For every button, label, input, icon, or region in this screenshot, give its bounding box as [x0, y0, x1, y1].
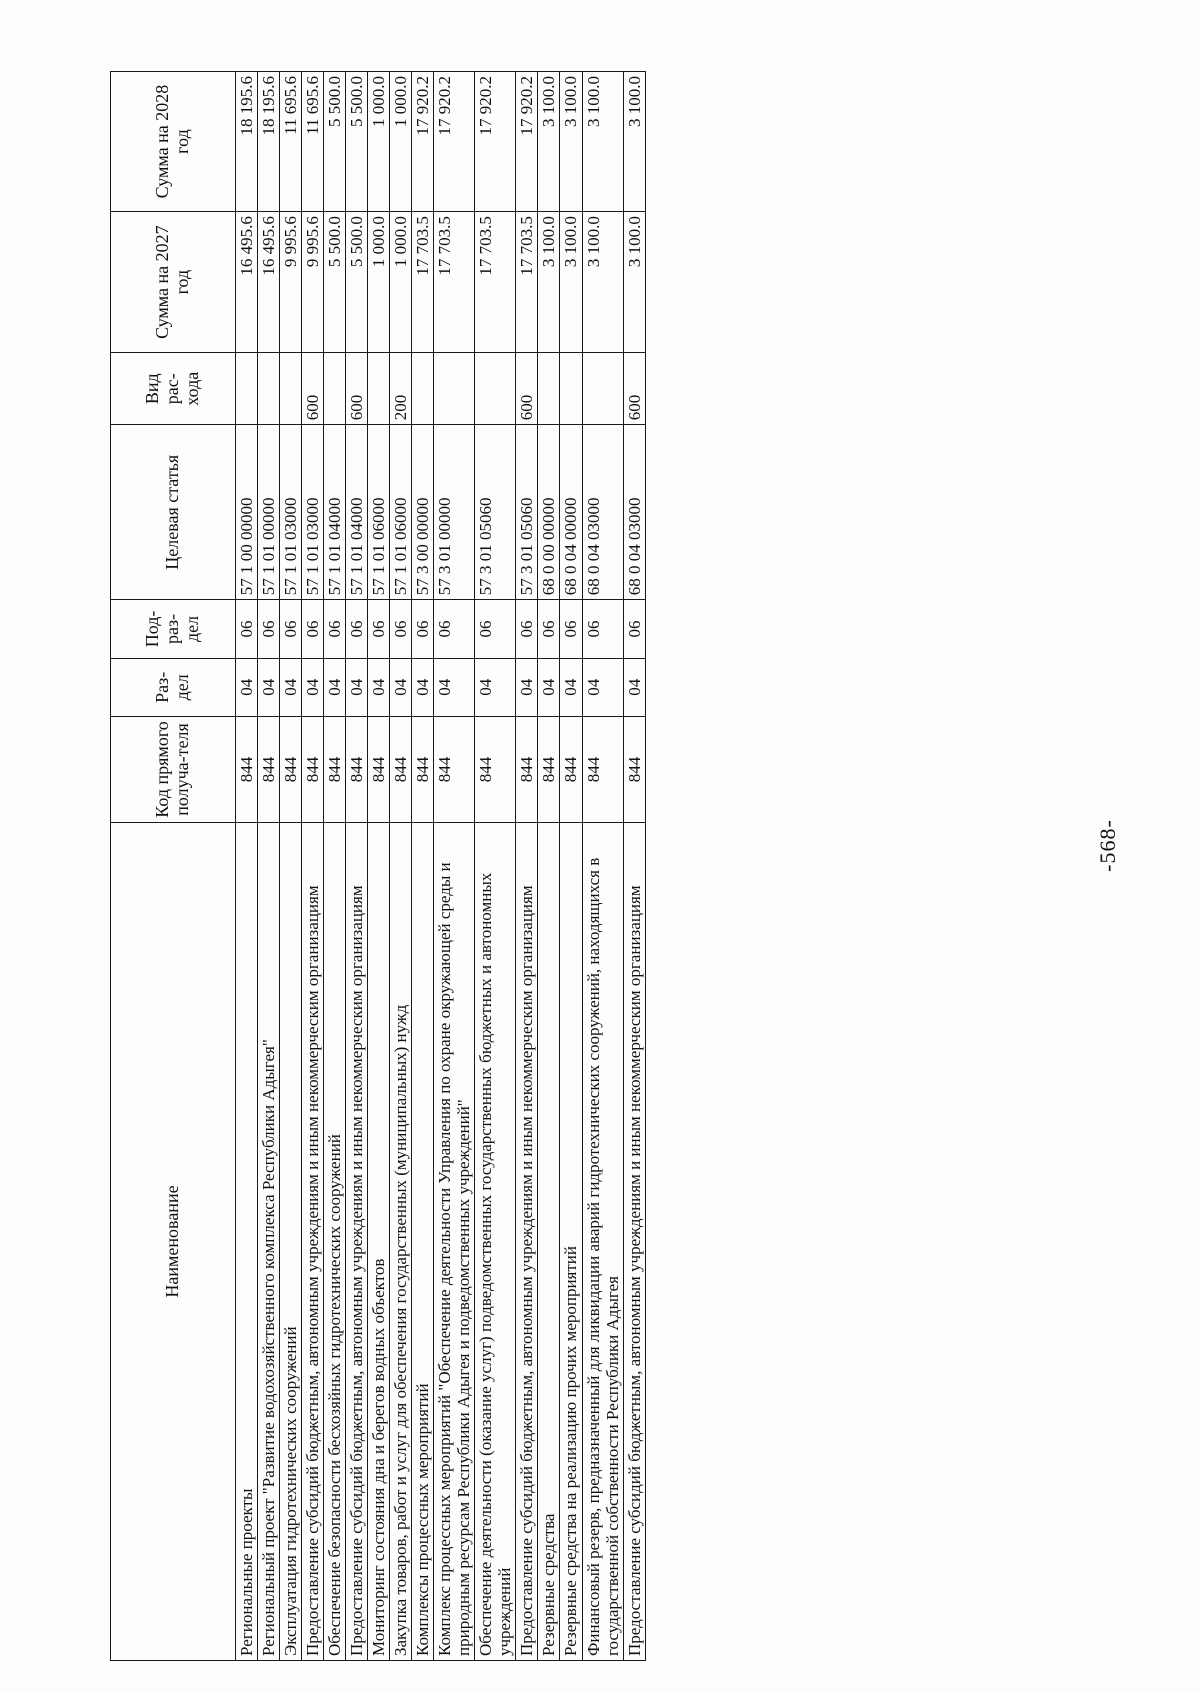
cell-sum2028: 17 920.2: [516, 72, 538, 212]
cell-sum2028: 3 100.0: [560, 72, 582, 212]
cell-celevaya: 57 1 00 00000: [236, 425, 258, 600]
cell-code: 844: [390, 716, 412, 822]
cell-sum2027: 3 100.0: [623, 212, 645, 353]
cell-sum2027: 3 100.0: [538, 212, 560, 353]
cell-sum2027: 1 000.0: [390, 212, 412, 353]
cell-celevaya: 68 0 00 00000: [538, 425, 560, 600]
cell-razdel: 04: [280, 658, 302, 716]
cell-sum2028: 18 195.6: [236, 72, 258, 212]
cell-podrazdel: 06: [302, 600, 324, 658]
cell-razdel: 04: [582, 658, 623, 716]
table-body: [236, 72, 646, 1661]
cell-celevaya: 57 3 01 05060: [475, 425, 516, 600]
cell-vid: [475, 353, 516, 425]
cell-razdel: 04: [560, 658, 582, 716]
cell-name: Предоставление субсидий бюджетным, автономным учреждениям и иным некоммерческим организациям: [302, 823, 324, 1661]
cell-name: Предоставление субсидий бюджетным, автономным учреждениям и иным некоммерческим организациям: [516, 823, 538, 1661]
cell-sum2027: 5 500.0: [346, 212, 368, 353]
cell-podrazdel: 06: [346, 600, 368, 658]
cell-code: 844: [280, 716, 302, 822]
cell-razdel: 04: [623, 658, 645, 716]
cell-name: Закупка товаров, работ и услуг для обеспечения государственных (муниципальных) нужд: [390, 823, 412, 1661]
cell-sum2027: 17 703.5: [516, 212, 538, 353]
cell-sum2028: 5 500.0: [324, 72, 346, 212]
table-row: [538, 72, 560, 1661]
cell-sum2028: 17 920.2: [434, 72, 475, 212]
table-row: [582, 72, 623, 1661]
cell-razdel: 04: [346, 658, 368, 716]
table-row: [236, 72, 258, 1661]
cell-razdel: 04: [368, 658, 390, 716]
table-row: [368, 72, 390, 1661]
cell-vid: [582, 353, 623, 425]
cell-celevaya: 57 1 01 06000: [368, 425, 390, 600]
cell-razdel: 04: [475, 658, 516, 716]
cell-code: 844: [346, 716, 368, 822]
cell-sum2028: 11 695.6: [280, 72, 302, 212]
table-row: [390, 72, 412, 1661]
cell-podrazdel: 06: [412, 600, 434, 658]
cell-podrazdel: 06: [582, 600, 623, 658]
cell-sum2027: 9 995.6: [280, 212, 302, 353]
table-row: [258, 72, 280, 1661]
table-row: [324, 72, 346, 1661]
cell-vid: [538, 353, 560, 425]
cell-code: 844: [412, 716, 434, 822]
cell-code: 844: [538, 716, 560, 822]
cell-vid: 600: [346, 353, 368, 425]
cell-celevaya: 57 1 01 04000: [324, 425, 346, 600]
cell-sum2027: 1 000.0: [368, 212, 390, 353]
cell-name: Предоставление субсидий бюджетным, автономным учреждениям и иным некоммерческим организациям: [346, 823, 368, 1661]
cell-razdel: 04: [434, 658, 475, 716]
cell-code: 844: [434, 716, 475, 822]
cell-sum2027: 3 100.0: [560, 212, 582, 353]
cell-celevaya: 57 3 01 00000: [434, 425, 475, 600]
table-row: [280, 72, 302, 1661]
cell-sum2028: 3 100.0: [623, 72, 645, 212]
header-name: Наименование: [111, 823, 236, 1661]
cell-sum2028: 3 100.0: [538, 72, 560, 212]
table-header-row: [111, 72, 236, 1661]
cell-podrazdel: 06: [434, 600, 475, 658]
header-vid: Вид рас-хода: [111, 353, 236, 425]
cell-razdel: 04: [538, 658, 560, 716]
cell-sum2028: 1 000.0: [390, 72, 412, 212]
table-row: [623, 72, 645, 1661]
cell-podrazdel: 06: [236, 600, 258, 658]
cell-code: 844: [324, 716, 346, 822]
cell-celevaya: 57 1 01 04000: [346, 425, 368, 600]
cell-celevaya: 57 3 00 00000: [412, 425, 434, 600]
cell-sum2027: 16 495.6: [236, 212, 258, 353]
cell-name: Обеспечение деятельности (оказание услуг) подведомственных государственных бюджетных и автономных учреждений: [475, 823, 516, 1661]
cell-name: Региональный проект "Развитие водохозяйственного комплекса Республики Адыгея": [258, 823, 280, 1661]
cell-name: Обеспечение безопасности бесхозяйных гидротехнических сооружений: [324, 823, 346, 1661]
table-row: [412, 72, 434, 1661]
cell-code: 844: [560, 716, 582, 822]
budget-table: [110, 71, 646, 1661]
header-celevaya: Целевая статья: [111, 425, 236, 600]
cell-podrazdel: 06: [280, 600, 302, 658]
cell-razdel: 04: [516, 658, 538, 716]
header-sum2027: Сумма на 2027 год: [111, 212, 236, 353]
budget-table-container: [110, 71, 1069, 1661]
table-row: [475, 72, 516, 1661]
cell-razdel: 04: [258, 658, 280, 716]
cell-vid: [560, 353, 582, 425]
cell-razdel: 04: [324, 658, 346, 716]
cell-celevaya: 57 1 01 06000: [390, 425, 412, 600]
cell-sum2027: 17 703.5: [434, 212, 475, 353]
cell-sum2028: 5 500.0: [346, 72, 368, 212]
cell-vid: 600: [516, 353, 538, 425]
cell-code: 844: [236, 716, 258, 822]
table-row: [560, 72, 582, 1661]
cell-sum2027: 17 703.5: [412, 212, 434, 353]
cell-vid: 600: [302, 353, 324, 425]
cell-vid: [280, 353, 302, 425]
cell-name: Предоставление субсидий бюджетным, автономным учреждениям и иным некоммерческим организациям: [623, 823, 645, 1661]
cell-podrazdel: 06: [324, 600, 346, 658]
cell-celevaya: 68 0 04 03000: [582, 425, 623, 600]
cell-podrazdel: 06: [390, 600, 412, 658]
cell-podrazdel: 06: [623, 600, 645, 658]
cell-podrazdel: 06: [538, 600, 560, 658]
cell-code: 844: [623, 716, 645, 822]
cell-name: Резервные средства на реализацию прочих мероприятий: [560, 823, 582, 1661]
cell-name: Финансовый резерв, предназначенный для ликвидации аварий гидротехнических сооружений, находящихся в государственной собственности Республики Адыгея: [582, 823, 623, 1661]
cell-podrazdel: 06: [258, 600, 280, 658]
cell-celevaya: 57 1 01 03000: [302, 425, 324, 600]
cell-razdel: 04: [390, 658, 412, 716]
cell-celevaya: 57 3 01 05060: [516, 425, 538, 600]
cell-sum2027: 9 995.6: [302, 212, 324, 353]
cell-razdel: 04: [302, 658, 324, 716]
cell-razdel: 04: [412, 658, 434, 716]
cell-vid: [434, 353, 475, 425]
header-sum2028: Сумма на 2028 год: [111, 72, 236, 212]
cell-vid: [236, 353, 258, 425]
cell-sum2027: 3 100.0: [582, 212, 623, 353]
cell-code: 844: [516, 716, 538, 822]
cell-vid: [258, 353, 280, 425]
cell-podrazdel: 06: [560, 600, 582, 658]
cell-sum2028: 3 100.0: [582, 72, 623, 212]
cell-sum2028: 11 695.6: [302, 72, 324, 212]
cell-name: Резервные средства: [538, 823, 560, 1661]
cell-code: 844: [582, 716, 623, 822]
cell-vid: [368, 353, 390, 425]
cell-sum2027: 5 500.0: [324, 212, 346, 353]
cell-name: Комплекс процессных мероприятий "Обеспечение деятельности Управления по охране окружающей среды и природным ресурсам Республики Адыгея и подведомственных учреждений": [434, 823, 475, 1661]
cell-sum2027: 17 703.5: [475, 212, 516, 353]
page-number: -568-: [1095, 819, 1120, 872]
cell-sum2027: 16 495.6: [258, 212, 280, 353]
header-podrazdel: Под-раз-дел: [111, 600, 236, 658]
cell-razdel: 04: [236, 658, 258, 716]
table-row: [346, 72, 368, 1661]
cell-code: 844: [302, 716, 324, 822]
header-code: Код прямого получа-теля: [111, 716, 236, 822]
table-row: [302, 72, 324, 1661]
cell-code: 844: [475, 716, 516, 822]
cell-podrazdel: 06: [475, 600, 516, 658]
cell-podrazdel: 06: [368, 600, 390, 658]
cell-sum2028: 17 920.2: [475, 72, 516, 212]
cell-code: 844: [368, 716, 390, 822]
table-row: [434, 72, 475, 1661]
table-row: [516, 72, 538, 1661]
cell-sum2028: 18 195.6: [258, 72, 280, 212]
cell-podrazdel: 06: [516, 600, 538, 658]
cell-vid: 200: [390, 353, 412, 425]
cell-celevaya: 57 1 01 03000: [280, 425, 302, 600]
cell-vid: [324, 353, 346, 425]
cell-name: Мониторинг состояния дна и берегов водных объектов: [368, 823, 390, 1661]
cell-celevaya: 68 0 04 00000: [560, 425, 582, 600]
cell-code: 844: [258, 716, 280, 822]
cell-sum2028: 17 920.2: [412, 72, 434, 212]
cell-vid: [412, 353, 434, 425]
cell-celevaya: 57 1 01 00000: [258, 425, 280, 600]
cell-name: Эксплуатация гидротехнических сооружений: [280, 823, 302, 1661]
cell-name: Региональные проекты: [236, 823, 258, 1661]
cell-vid: 600: [623, 353, 645, 425]
header-razdel: Раз-дел: [111, 658, 236, 716]
cell-name: Комплексы процессных мероприятий: [412, 823, 434, 1661]
cell-sum2028: 1 000.0: [368, 72, 390, 212]
cell-celevaya: 68 0 04 03000: [623, 425, 645, 600]
